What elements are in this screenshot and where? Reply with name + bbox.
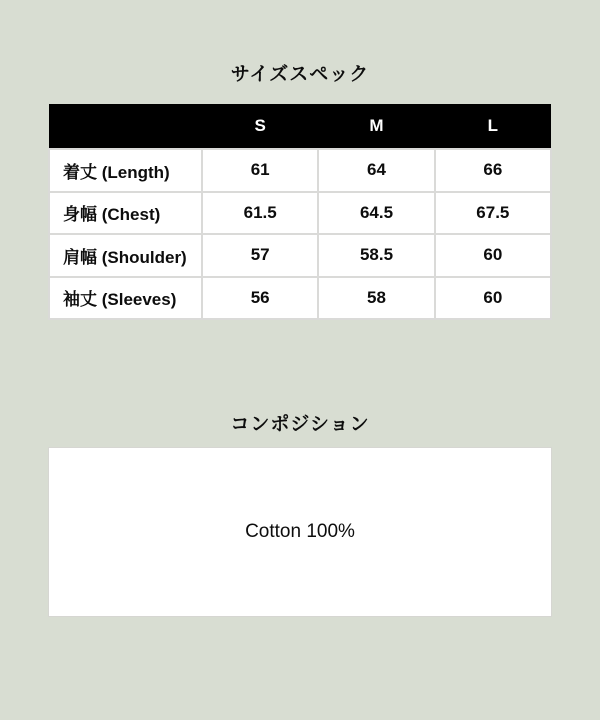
composition-box: [48, 447, 552, 617]
composition-section: [0, 320, 600, 617]
size-table-header-m: M: [318, 104, 434, 149]
cell-length-m: 64: [318, 149, 434, 192]
cell-shoulder-m: 58.5: [318, 234, 434, 277]
size-spec-table: [48, 104, 552, 320]
size-table-header-l: L: [435, 104, 551, 149]
size-spec-section: [0, 0, 600, 320]
row-label-shoulder: 肩幅 (Shoulder): [49, 234, 202, 277]
cell-chest-s: 61.5: [202, 192, 318, 235]
size-table-header-empty: [49, 104, 202, 149]
size-spec-title: サイズスペック: [230, 64, 370, 85]
table-row-chest: [49, 192, 551, 235]
composition-title: コンポジション: [230, 414, 370, 435]
size-table-header-s: S: [202, 104, 318, 149]
cell-sleeves-s: 56: [202, 277, 318, 320]
cell-sleeves-m: 58: [318, 277, 434, 320]
size-table-header-row: [49, 104, 551, 149]
row-label-chest: 身幅 (Chest): [49, 192, 202, 235]
cell-shoulder-l: 60: [435, 234, 551, 277]
cell-chest-m: 64.5: [318, 192, 434, 235]
row-label-sleeves: 袖丈 (Sleeves): [49, 277, 202, 320]
row-label-length: 着丈 (Length): [49, 149, 202, 192]
cell-shoulder-s: 57: [202, 234, 318, 277]
cell-chest-l: 67.5: [435, 192, 551, 235]
table-row-sleeves: [49, 277, 551, 320]
table-row-shoulder: [49, 234, 551, 277]
cell-length-l: 66: [435, 149, 551, 192]
cell-sleeves-l: 60: [435, 277, 551, 320]
table-row-length: [49, 149, 551, 192]
composition-content: Cotton 100%: [245, 521, 355, 542]
cell-length-s: 61: [202, 149, 318, 192]
